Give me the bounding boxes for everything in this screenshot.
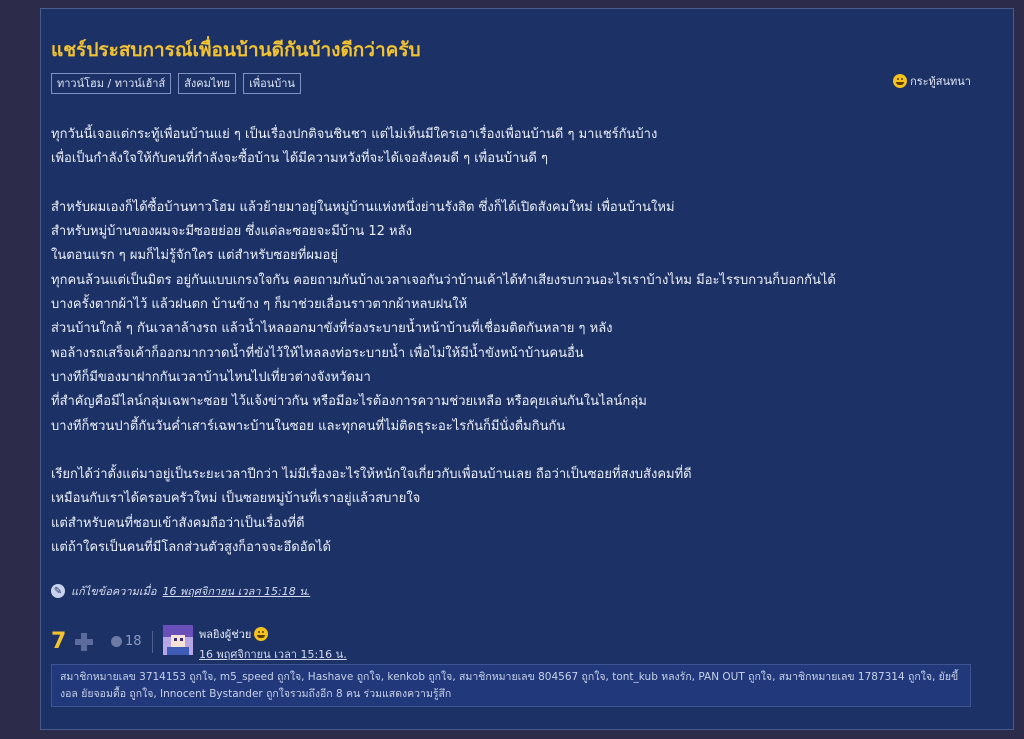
emotion-icon [111, 636, 122, 647]
body-line: เพื่อเป็นกำลังใจให้กับคนที่กำลังจะซื้อบ้าน ได้มีความหวังที่จะได้เจอสังคมดี ๆ เพื่อนบ้านดี ๆ [51, 151, 548, 167]
author-block [163, 625, 347, 663]
edit-icon: ✎ [51, 584, 65, 598]
post-type-badge [893, 72, 971, 90]
body-line: แต่สำหรับคนที่ชอบเข้าสังคมถือว่าเป็นเรื่องที่ดี [51, 515, 305, 531]
edited-time[interactable]: 16 พฤศจิกายน เวลา 15:18 น. [162, 585, 311, 598]
body-line: บางครั้งตากผ้าไว้ แล้วฝนตก บ้านข้าง ๆ ก็มาช่วยเลื่อนราวตากผ้าหลบฝนให้ [51, 297, 468, 313]
body-line: ส่วนบ้านใกล้ ๆ กันเวลาล้างรถ แล้วน้ำไหลออกมาขังที่ร่องระบายน้ำหน้าบ้านที่เชื่อมติดกันหลาย ๆ หลัง [51, 321, 613, 337]
author-time[interactable]: 16 พฤศจิกายน เวลา 15:16 น. [199, 648, 347, 661]
author-info [199, 625, 347, 663]
vote-bar [51, 629, 153, 654]
body-line: เหมือนกับเราได้ครอบครัวใหม่ เป็นซอยหมู่บ้านที่เราอยู่แล้วสบายใจ [51, 491, 421, 507]
body-line: แต่ถ้าใครเป็นคนที่มีโลกส่วนตัวสูงก็อาจจะอึดอัดได้ [51, 540, 331, 556]
post-type-label: กระทู้สนทนา [910, 75, 971, 88]
emotion-count: 18 [125, 634, 142, 649]
topic-card [40, 8, 1014, 730]
emotion-button[interactable] [111, 634, 142, 649]
tag-neighbor[interactable]: เพื่อนบ้าน [243, 73, 301, 94]
body-line: ที่สำคัญคือมีไลน์กลุ่มเฉพาะซอย ไว้แจ้งข่าวกัน หรือมีอะไรต้องการความช่วยเหลือ หรือคุยเล่นกันในไลน์กลุ่ม [51, 394, 647, 410]
smiley-icon [893, 74, 907, 88]
author-name: พลยิงผู้ช่วย [199, 628, 252, 641]
tag-list [51, 73, 301, 94]
body-blank-line [51, 439, 991, 463]
body-line: บางทีก็มีของมาฝากกันเวลาบ้านไหนไปเที่ยวต่างจังหวัดมา [51, 369, 371, 385]
body-line: สำหรับหมู่บ้านของผมจะมีซอยย่อย ซึ่งแต่ละซอยจะมีบ้าน 12 หลัง [51, 224, 412, 240]
divider [152, 631, 153, 653]
topic-body [51, 123, 991, 560]
body-line: ทุกคนล้วนแต่เป็นมิตร อยู่กันแบบเกรงใจกัน คอยถามกันบ้างเวลาเจอกันว่าบ้านเค้าได้ทำเสียงรบกวนอะไรเราบ้างไหม มีอะไรรบกวนก็บอกกันได้ [51, 272, 836, 288]
topic-title: แชร์ประสบการณ์เพื่อนบ้านดีกันบ้างดีกว่าครับ [51, 39, 421, 61]
smiley-icon [254, 627, 268, 641]
body-line: เรียกได้ว่าตั้งแต่มาอยู่เป็นระยะเวลาปีกว่า ไม่มีเรื่องอะไรให้หนักใจเกี่ยวกับเพื่อนบ้านเลย ถือว่าเป็นซอยที่สงบสังคมที่ดี [51, 467, 692, 483]
body-line: ในตอนแรก ๆ ผมก็ไม่รู้จักใคร แต่สำหรับซอยที่ผมอยู่ [51, 248, 338, 264]
edited-note [51, 582, 310, 600]
body-line: ทุกวันนี้เจอแต่กระทู้เพื่อนบ้านแย่ ๆ เป็นเรื่องปกติจนชินชา แต่ไม่เห็นมีใครเอาเรื่องเพื่อนบ้านดี ๆ มาแชร์กันบ้าง [51, 127, 658, 142]
likers-list[interactable]: สมาชิกหมายเลข 3714153 ถูกใจ, m5_speed ถูกใจ, Hashave ถูกใจ, kenkob ถูกใจ, สมาชิกหมายเลข 804567 ถูกใจ, tont_kub หลงรัก, PAN OUT ถูกใจ, สมาชิกหมายเลข 1787314 ถูกใจ, ยัยขี้งอล ยัยจอมตื้อ ถูกใจ, Innocent Bystander ถูกใจรวมถึงอีก 8 คน ร่วมแสดงความรู้สึก [51, 664, 971, 707]
tag-thai-society[interactable]: สังคมไทย [178, 73, 236, 94]
edited-prefix: แก้ไขข้อความเมื่อ [71, 585, 157, 598]
body-blank-line [51, 172, 991, 196]
plus-vote-icon[interactable] [73, 631, 95, 653]
body-line: บางทีก็ชวนปาตี้กันวันค่ำเสาร์เฉพาะบ้านในซอย และทุกคนที่ไม่ติดธุระอะไรกันก็มีนั่งดื่มกินกัน [51, 418, 566, 434]
author-name-link[interactable] [199, 625, 347, 643]
body-line: พอล้างรถเสร็จเค้าก็ออกมากวาดน้ำที่ขังไว้ให้ไหลลงท่อระบายน้ำ เพื่อไม่ให้มีน้ำขังหน้าบ้านคนอื่น [51, 345, 584, 361]
vote-count: 7 [51, 629, 67, 654]
body-line: สำหรับผมเองก็ได้ซื้อบ้านทาวโฮม แล้วย้ายมาอยู่ในหมู่บ้านแห่งหนึ่งย่านรังสิต ซึ่งก็ได้เปิดสังคมใหม่ เพื่อนบ้านใหม่ [51, 199, 675, 215]
avatar[interactable] [163, 625, 193, 655]
tag-townhome[interactable]: ทาวน์โฮม / ทาวน์เฮ้าส์ [51, 73, 171, 94]
